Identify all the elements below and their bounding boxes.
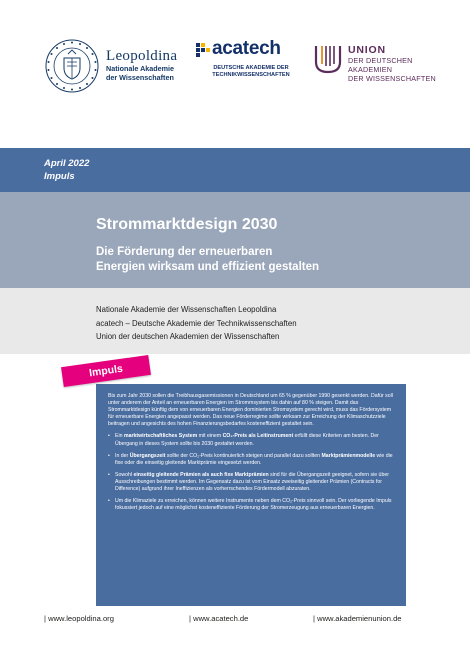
footer (0, 614, 470, 634)
acatech-sub2: TECHNIKWISSENSCHAFTEN (212, 72, 290, 78)
footer-link-acatech[interactable]: | www.acatech.de (189, 614, 249, 623)
date-band (0, 148, 470, 192)
union-sub1: DER DEUTSCHEN AKADEMIEN (348, 56, 413, 74)
acatech-mark-icon (196, 43, 210, 57)
union-logo (314, 42, 444, 82)
author-leopoldina: Nationale Akademie der Wissenschaften Leopoldina (96, 305, 277, 314)
leopoldina-sub2: der Wissenschaften (106, 73, 174, 82)
leopoldina-seal-icon (44, 38, 100, 94)
leopoldina-logo (44, 38, 194, 98)
subtitle-line-2: Energien wirksam und effizient gestalten (96, 261, 320, 273)
authors-band (0, 288, 470, 354)
union-sub2: DER WISSENSCHAFTEN (348, 74, 436, 83)
footer-link-leopoldina[interactable]: | www.leopoldina.org (44, 614, 114, 623)
leopoldina-name: Leopoldina (106, 48, 178, 64)
author-union: Union der deutschen Akademien der Wissenschaften (96, 332, 280, 341)
summary-bullet-4: • Um die Klimaziele zu erreichen, können weitere Instrumente neben dem CO₂-Preis sinnvoll sein. Der vorliegende Impuls fokussiert jedoch auf eine möglichst kosteneffiziente Förderung der Stromerzeugung aus erneuerbaren Energien. (108, 498, 396, 512)
acatech-logo (196, 40, 316, 90)
title-band (0, 192, 470, 288)
acatech-name: acatech (212, 38, 281, 59)
document-subtitle (96, 245, 436, 275)
subtitle-line-1: Die Förderung der erneuerbaren (96, 246, 273, 258)
footer-link-akademienunion[interactable]: | www.akademienunion.de (313, 614, 402, 623)
summary-bullet-3: • Sowohl einseitig gleitende Prämien als auch fixe Marktprämien sind für die Übergangszeit geeignet, sofern sie über Ausschreibungen bestimmt werden. Im Gegensatz dazu ist vom Einsatz zweiseitig gleitender Prämien (Contracts for Difference) aufgrund ihrer Ineffizienzen als vorherrschendes Fördermodell abzuraten. (108, 472, 396, 493)
summary-bullets (108, 433, 396, 512)
union-mark-icon (314, 44, 342, 74)
publication-date: April 2022 (44, 158, 90, 169)
author-acatech: acatech – Deutsche Akademie der Technikwissenschaften (96, 318, 297, 328)
summary-intro: Bis zum Jahr 2030 sollen die Treibhausgasemissionen in Deutschland um 65 % gegenüber 1990 gesenkt werden. Dafür soll unter anderem der Anteil an erneuerbaren Energien im Strommsystem bis dahin auf 80 % steigen. Damit das Strommarktdesign künftig dem von erneuerbaren Energien dominierten Stromsystem gerecht wird, muss das Fördersystem für erneuerbare Energien angepasst werden. Das neue Förderregime sollte wirksam zur Erreichung der Klimaschutzziele beitragen und angesichts des hohen Finanzierungsbedarfes kosteneffizient gestaltet sein. (108, 393, 393, 428)
leopoldina-sub1: Nationale Akademie (106, 64, 175, 73)
union-name: UNION (348, 44, 386, 56)
publication-type: Impuls (44, 171, 75, 182)
document-title: Strommarktdesign 2030 (96, 216, 278, 233)
summary-box (96, 384, 406, 606)
summary-bullet-2: • In der Übergangszeit sollte der CO₂-Preis kontinuierlich steigen und parallel dazu sollten Marktprämienmodelle wie die fixe oder die einseitig gleitende Marktprämie eingesetzt werden. (108, 453, 396, 467)
summary-bullet-1: • Ein marktwirtschaftliches System mit einem CO₂-Preis als Leitinstrument erfüllt diese Kriterien am besten. Der Übergang in dieses System sollte bis 2030 gestaltet werden. (108, 433, 396, 447)
acatech-sub1: DEUTSCHE AKADEMIE DER (213, 65, 289, 71)
logo-header (0, 0, 470, 120)
impuls-tag: Impuls (61, 355, 151, 387)
